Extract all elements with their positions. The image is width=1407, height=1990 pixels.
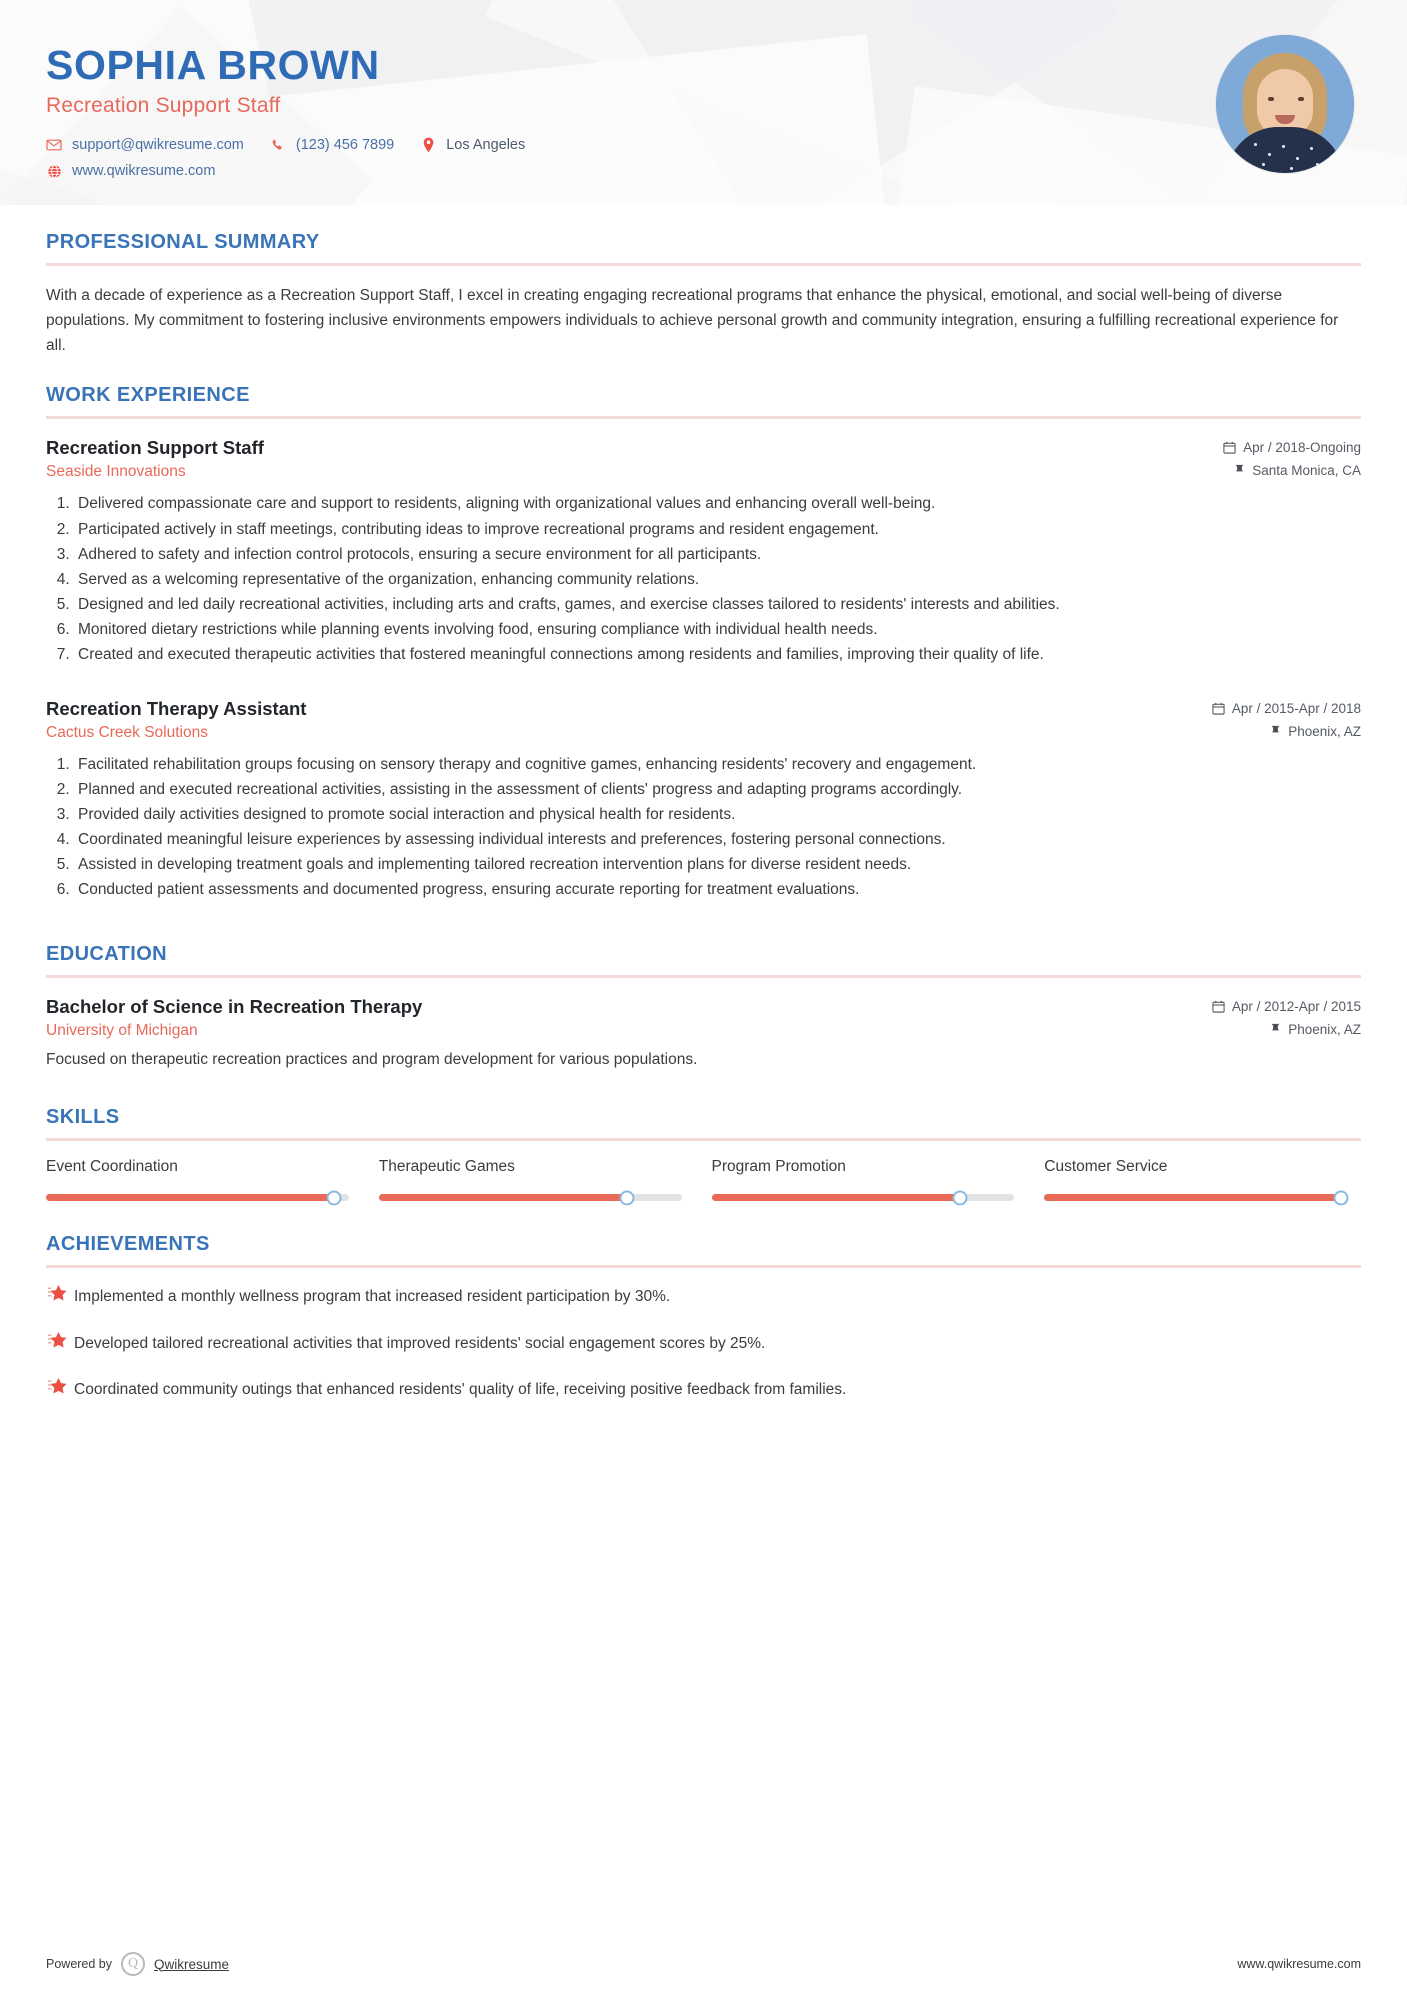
resume-header <box>0 0 1407 205</box>
summary-text: With a decade of experience as a Recreation Support Staff, I excel in creating engaging recreational programs that enhance the physical, emotional, and social well-being of diverse populations. My commitment to fostering inclusive environments empowers individuals to achieve personal growth and community integration, ensuring a fulfilling recreational experience for all. <box>46 287 1339 355</box>
section-divider <box>46 263 1361 266</box>
star-icon <box>46 1284 74 1304</box>
list-item: 7. Created and executed therapeutic activities that fostered meaningful connections among residents and families, improving their quality of life. <box>74 643 1361 667</box>
skill-progress-fill <box>379 1194 627 1201</box>
skills-list <box>46 1158 1361 1201</box>
list-item: 3. Provided daily activities designed to promote social interaction and physical health for residents. <box>74 803 1361 827</box>
contact-row-secondary <box>46 163 1361 179</box>
skill-item <box>712 1158 1029 1201</box>
work-entry <box>46 698 1361 903</box>
achievement-text: Implemented a monthly wellness program that increased resident participation by 30%. <box>74 1288 671 1306</box>
job-dates <box>1223 437 1361 455</box>
skill-item <box>46 1158 363 1201</box>
calendar-icon <box>1212 702 1225 715</box>
star-icon <box>46 1331 74 1351</box>
contact-phone[interactable] <box>270 137 394 153</box>
list-item: 5. Assisted in developing treatment goals and implementing tailored recreation intervention plans for diverse resident needs. <box>74 853 1361 877</box>
list-item: 1. Facilitated rehabilitation groups focusing on sensory therapy and cognitive games, enhancing residents' recovery and engagement. <box>74 753 1361 777</box>
contact-location <box>420 137 525 153</box>
candidate-name: SOPHIA BROWN <box>46 42 380 88</box>
job-company: Seaside Innovations <box>46 463 186 481</box>
degree-title: Bachelor of Science in Recreation Therapy <box>46 995 423 1017</box>
list-item <box>46 1284 1361 1308</box>
work-entry <box>46 437 1361 667</box>
globe-icon <box>46 163 62 179</box>
section-title-work: WORK EXPERIENCE <box>46 384 250 407</box>
phone-icon <box>270 137 286 153</box>
job-dates-text: Apr / 2015-Apr / 2018 <box>1231 700 1361 716</box>
list-item: 2. Participated actively in staff meetings, contributing ideas to improve recreational programs and resident engagement. <box>74 518 1361 542</box>
list-item: 5. Designed and led daily recreational activities, including arts and crafts, games, and exercise classes tailored to residents' interests and abilities. <box>74 593 1361 617</box>
skill-item <box>379 1158 696 1201</box>
degree-dates-text: Apr / 2012-Apr / 2015 <box>1231 998 1361 1014</box>
section-title-skills: SKILLS <box>46 1106 120 1129</box>
skill-label: Therapeutic Games <box>378 1158 515 1176</box>
skill-label: Event Coordination <box>46 1158 178 1176</box>
list-item: 1. Delivered compassionate care and support to residents, aligning with organizational values and enhancing overall well-being. <box>74 492 1361 516</box>
section-education <box>46 943 1361 1073</box>
job-company: Cactus Creek Solutions <box>46 723 208 741</box>
school-name: University of Michigan <box>46 1021 198 1039</box>
section-divider <box>46 1265 1361 1268</box>
section-work-experience <box>46 384 1361 902</box>
skill-label: Customer Service <box>1044 1158 1168 1176</box>
skill-progress-bar <box>46 1194 349 1201</box>
page-footer <box>46 1952 1361 1976</box>
skill-item <box>1044 1158 1361 1201</box>
achievements-list <box>46 1284 1361 1401</box>
section-title-achievements: ACHIEVEMENTS <box>46 1233 210 1256</box>
skill-progress-fill <box>46 1194 334 1201</box>
map-pin-icon <box>1234 464 1245 477</box>
list-item: 6. Conducted patient assessments and documented progress, ensuring accurate reporting for treatment evaluations. <box>74 878 1361 902</box>
skill-progress-knob[interactable] <box>326 1190 341 1205</box>
section-skills <box>46 1106 1361 1201</box>
contact-row-primary <box>46 137 1361 153</box>
section-title-summary: PROFESSIONAL SUMMARY <box>46 231 320 253</box>
job-title: Recreation Support Staff <box>46 437 264 459</box>
list-item <box>46 1377 1361 1401</box>
section-professional-summary <box>46 231 1361 358</box>
calendar-icon <box>1212 1000 1225 1013</box>
map-pin-icon <box>1270 725 1281 738</box>
powered-by-label: Powered by <box>46 1957 113 1971</box>
contact-location-text: Los Angeles <box>446 137 526 154</box>
contact-website-text: www.qwikresume.com <box>72 163 216 180</box>
list-item: 6. Monitored dietary restrictions while planning events involving food, ensuring compliance with individual health needs. <box>74 618 1361 642</box>
avatar <box>1215 34 1355 174</box>
skill-progress-knob[interactable] <box>620 1190 635 1205</box>
job-location-text: Santa Monica, CA <box>1252 463 1361 479</box>
list-item: 2. Planned and executed recreational activities, assisting in the assessment of clients' progress and adapting programs accordingly. <box>74 778 1361 802</box>
section-title-education: EDUCATION <box>46 942 168 965</box>
section-divider <box>46 975 1361 978</box>
job-dates <box>1212 698 1361 716</box>
calendar-icon <box>1223 441 1236 454</box>
section-divider <box>46 1138 1361 1141</box>
contact-website[interactable] <box>46 163 215 179</box>
list-item <box>46 1331 1361 1355</box>
skill-label: Program Promotion <box>711 1158 846 1176</box>
list-item: 4. Coordinated meaningful leisure experiences by assessing individual interests and preferences, fostering personal connections. <box>74 828 1361 852</box>
contact-info <box>46 137 1361 179</box>
footer-website-url: www.qwikresume.com <box>1237 1957 1361 1971</box>
job-location <box>1270 724 1361 739</box>
qwikresume-brand-link[interactable]: Qwikresume <box>154 1956 230 1972</box>
school-location-text: Phoenix, AZ <box>1288 1021 1361 1037</box>
map-pin-icon <box>1270 1023 1281 1036</box>
job-responsibilities <box>74 492 1361 667</box>
qwikresume-logo-icon: Q <box>121 1952 145 1976</box>
email-icon <box>46 137 62 153</box>
contact-email-text: support@qwikresume.com <box>72 137 244 154</box>
list-item: 4. Served as a welcoming representative of the organization, enhancing community relations. <box>74 568 1361 592</box>
job-title: Recreation Therapy Assistant <box>46 697 307 719</box>
list-item: 3. Adhered to safety and infection control protocols, ensuring a secure environment for all participants. <box>74 543 1361 567</box>
section-achievements <box>46 1233 1361 1401</box>
education-description: Focused on therapeutic recreation practices and program development for various populations. <box>46 1050 698 1068</box>
skill-progress-bar <box>379 1194 682 1201</box>
location-pin-icon <box>420 137 436 153</box>
powered-by <box>46 1952 229 1976</box>
skill-progress-bar <box>1044 1194 1347 1201</box>
degree-dates <box>1212 996 1361 1014</box>
school-location <box>1270 1022 1361 1037</box>
achievement-text: Coordinated community outings that enhanced residents' quality of life, receiving positive feedback from families. <box>74 1380 847 1398</box>
star-icon <box>46 1377 74 1397</box>
contact-email[interactable] <box>46 137 244 153</box>
achievement-text: Developed tailored recreational activities that improved residents' social engagement scores by 25%. <box>74 1334 766 1352</box>
skill-progress-knob[interactable] <box>1333 1190 1348 1205</box>
job-location-text: Phoenix, AZ <box>1288 723 1361 739</box>
job-responsibilities <box>74 753 1361 903</box>
education-entry <box>46 996 1361 1073</box>
job-dates-text: Apr / 2018-Ongoing <box>1243 440 1361 456</box>
skill-progress-bar <box>712 1194 1015 1201</box>
candidate-role: Recreation Support Staff <box>46 94 281 118</box>
skill-progress-knob[interactable] <box>952 1190 967 1205</box>
skill-progress-fill <box>712 1194 960 1201</box>
skill-progress-fill <box>1044 1194 1341 1201</box>
contact-phone-text: (123) 456 7899 <box>295 137 395 154</box>
job-location <box>1234 463 1361 478</box>
section-divider <box>46 416 1361 419</box>
